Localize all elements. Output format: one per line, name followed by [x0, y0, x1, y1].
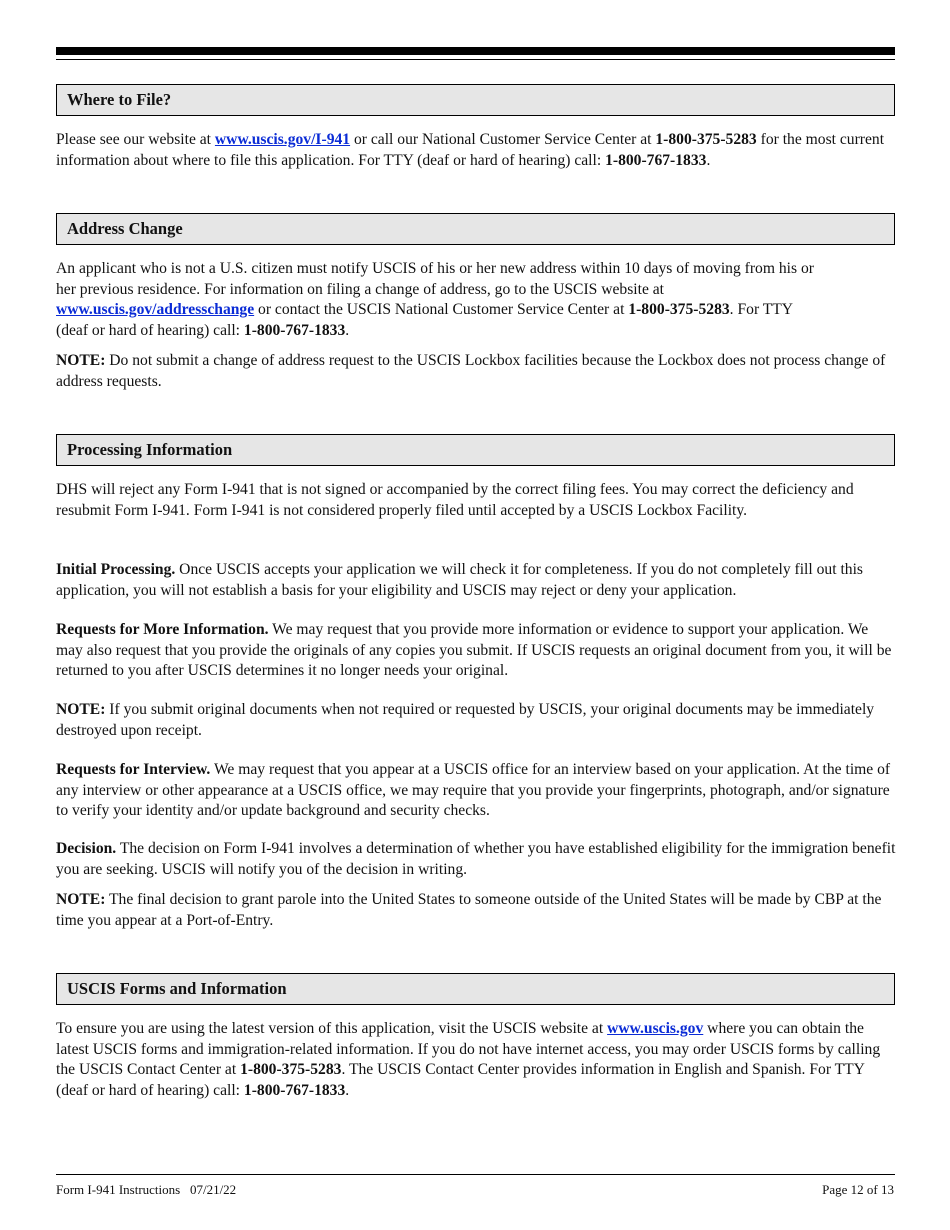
tty-number: 1-800-767-1833 — [605, 151, 707, 169]
requests-more-info: Requests for More Information. We may request that you provide more information or evidence to support your application. We may also request that you provide the originals of any copies you submit. If USCIS requests an original document from you, it will be returned to you after USCIS determines it no longer needs your original. — [56, 621, 892, 679]
section-title: Address Change — [67, 219, 183, 238]
address-note: NOTE: Do not submit a change of address request to the USCIS Lockbox facilities because the Lockbox does not process change of address requests. — [56, 352, 886, 390]
phone-number: 1-800-375-5283 — [240, 1061, 342, 1078]
uscis-i941-link[interactable]: www.uscis.gov/I-941 — [214, 131, 351, 148]
forms-paragraph: To ensure you are using the latest version of this application, visit the USCIS website at www.uscis.gov where you can obtain the latest USCIS forms and immigration-related information. If you do not have internet access, you may order USCIS forms by calling the USCIS Contact Center at 1-800-375-5283. The USCIS Contact Center provides information in English and Spanish. For TTY (deaf or hard of hearing) call: 1-800-767-1833. — [56, 1020, 881, 1099]
section-title: Where to File? — [67, 90, 172, 109]
top-thin-rule — [56, 59, 895, 60]
top-thick-rule — [56, 47, 895, 55]
processing-intro: DHS will reject any Form I-941 that is not signed or accompanied by the correct filing fees. You may correct the deficiency and resubmit Form I-941. Form I-941 is not considered properly filed until accepted by a USCIS Lockbox Facility. — [56, 481, 854, 519]
tty-number: 1-800-767-1833 — [243, 321, 346, 339]
where-to-file-paragraph: Please see our website at www.uscis.gov/I-941 or call our National Customer Service Center at 1-800-375-5283 for the most current information about where to file this application. For TTY (deaf or hard of hearing) call: 1-800-767-1833. — [56, 131, 885, 169]
section-title: USCIS Forms and Information — [67, 979, 287, 998]
requests-interview: Requests for Interview. We may request that you appear at a USCIS office for an interview based on your application. At the time of any interview or other appearance at a USCIS office, we may require that you provide your fingerprints, photograph, and/or signature to verify your identity and/or update background and security checks. — [56, 761, 891, 819]
phone-number: 1-800-375-5283 — [628, 301, 730, 318]
interview-label: Requests for Interview. — [56, 761, 211, 778]
decision-label: Decision. — [56, 840, 117, 857]
tty-number: 1-800-767-1833 — [243, 1081, 346, 1099]
note-label: NOTE: — [56, 891, 106, 908]
section-header-where-to-file — [56, 84, 895, 116]
note-label: NOTE: — [56, 701, 106, 718]
footer-page-number: Page 12 of 13 — [822, 1182, 894, 1197]
phone-number: 1-800-375-5283 — [655, 131, 757, 148]
section-title: Processing Information — [67, 440, 233, 459]
footer-form-id: Form I-941 Instructions 07/21/22 — [56, 1182, 237, 1197]
footer-rule — [56, 1174, 895, 1175]
address-change-link[interactable]: www.uscis.gov/addresschange — [56, 301, 255, 318]
section-header-address-change — [56, 213, 895, 245]
processing-note-1: NOTE: If you submit original documents when not required or requested by USCIS, your original documents may be immediately destroyed upon receipt. — [56, 701, 875, 739]
address-change-paragraph: An applicant who is not a U.S. citizen must notify USCIS of his or her new address within 10 days of moving from his or her previous residence. For information on filing a change of address, go to the USCIS website at www.uscis.gov/addresschange or contact the USCIS National Customer Service Center at 1-800-375-5283. For TTY (deaf or hard of hearing) call: 1-800-767-1833. — [56, 260, 814, 339]
initial-processing-label: Initial Processing. — [56, 561, 176, 578]
section-header-forms — [56, 973, 895, 1005]
section-header-processing — [56, 434, 895, 466]
requests-label: Requests for More Information. — [56, 621, 269, 638]
uscis-website-link[interactable]: www.uscis.gov — [607, 1020, 704, 1037]
note-label: NOTE: — [56, 352, 106, 369]
initial-processing: Initial Processing. Once USCIS accepts your application we will check it for completeness. If you do not completely fill out this application, you will not establish a basis for your eligibility and USCIS may reject or deny your application. — [56, 561, 863, 599]
processing-note-2: NOTE: The final decision to grant parole into the United States to someone outside of the United States will be made by CBP at the time you appear at a Port-of-Entry. — [56, 891, 882, 929]
decision-paragraph: Decision. The decision on Form I-941 involves a determination of whether you have established eligibility for the immigration benefit you are seeking. USCIS will notify you of the decision in writing. — [56, 840, 896, 878]
